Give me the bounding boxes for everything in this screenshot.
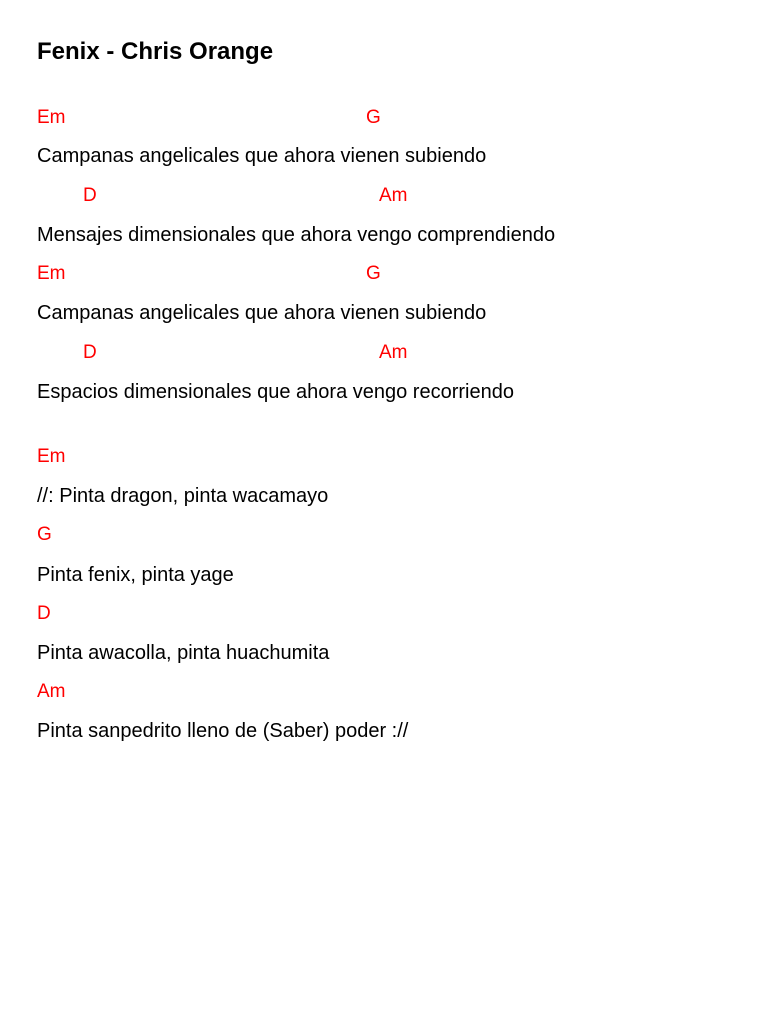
lyric-line: Pinta fenix, pinta yage — [37, 564, 234, 586]
chord-label: Em — [37, 446, 66, 467]
chord-label: G — [366, 107, 381, 128]
chord-label: D — [37, 603, 51, 624]
lyric-line: Mensajes dimensionales que ahora vengo comprendiendo — [37, 224, 556, 246]
chord-label: Am — [37, 681, 66, 702]
chord-label: Am — [379, 185, 408, 206]
lyric-line: Campanas angelicales que ahora vienen subiendo — [37, 302, 487, 324]
chord-label: Em — [37, 263, 66, 284]
lyric-line: Pinta sanpedrito lleno de (Saber) poder :// — [37, 720, 409, 742]
chord-label: Em — [37, 107, 66, 128]
chord-label: D — [83, 185, 97, 206]
chord-label: Am — [379, 342, 408, 363]
chord-label: D — [83, 342, 97, 363]
chord-label: G — [37, 524, 52, 545]
song-title: Fenix - Chris Orange — [37, 38, 274, 65]
lyric-line: Pinta awacolla, pinta huachumita — [37, 642, 330, 664]
lyric-line: Campanas angelicales que ahora vienen subiendo — [37, 145, 487, 167]
lyric-line: Espacios dimensionales que ahora vengo recorriendo — [37, 381, 514, 403]
lyric-line: //: Pinta dragon, pinta wacamayo — [37, 485, 329, 507]
chord-label: G — [366, 263, 381, 284]
